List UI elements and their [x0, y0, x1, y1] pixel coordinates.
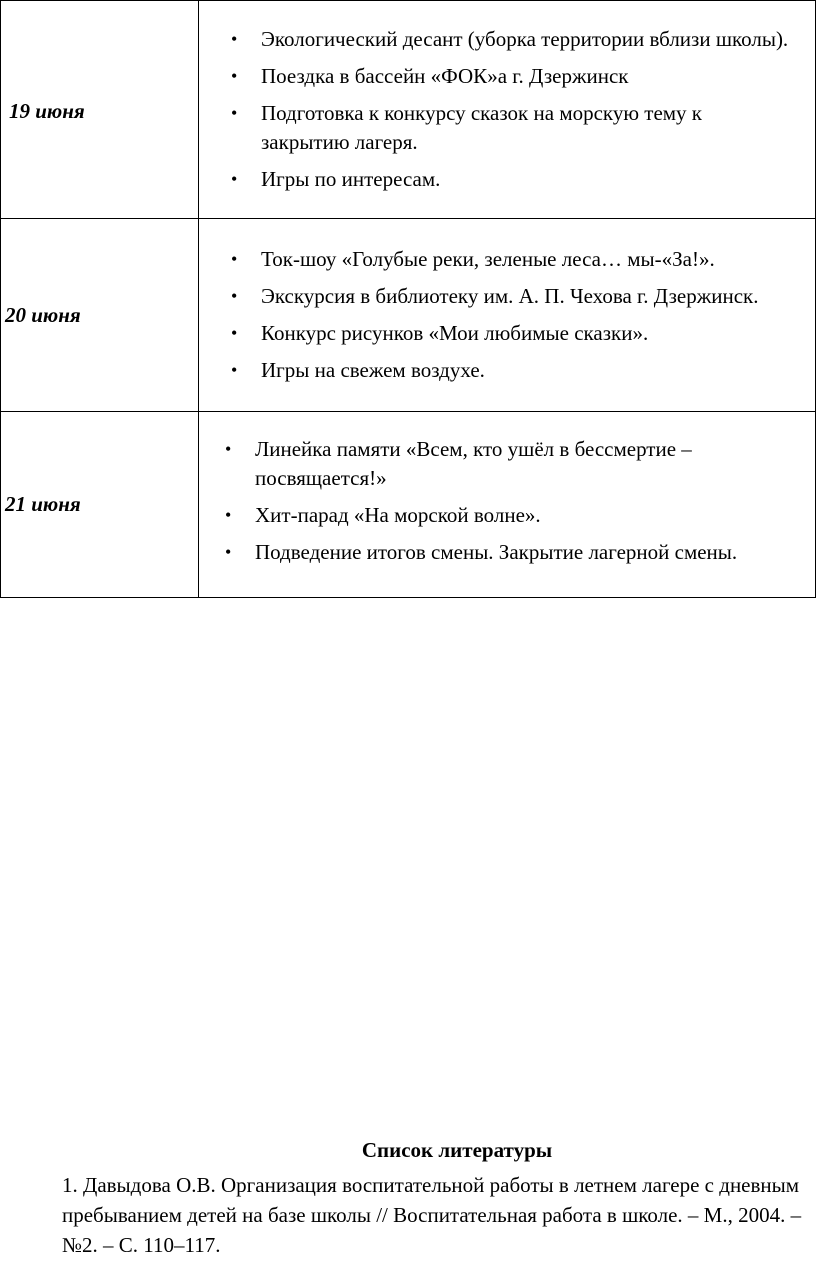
date-cell — [1, 1, 199, 219]
activity-item — [199, 165, 795, 194]
activity-text: Подведение итогов смены. Закрытие лагерной смены. — [255, 539, 738, 564]
date-cell — [1, 412, 199, 598]
activity-list — [199, 435, 795, 567]
date-label: 20 июня — [5, 302, 81, 327]
activity-item — [199, 25, 795, 54]
activity-list — [199, 245, 795, 385]
activity-item — [199, 99, 795, 157]
activity-item — [199, 62, 795, 91]
activity-list — [199, 25, 795, 194]
bullet-icon: • — [225, 541, 232, 562]
schedule-table — [0, 0, 816, 598]
activity-item — [199, 501, 795, 530]
activity-text: Линейка памяти «Всем, кто ушёл в бессмертие – посвящается!» — [255, 436, 692, 490]
activity-item — [199, 319, 795, 348]
activity-text: Экскурсия в библиотеку им. А. П. Чехова г. Дзержинск. — [261, 284, 759, 308]
bullet-icon: • — [231, 28, 238, 49]
activity-text: Ток-шоу «Голубые реки, зеленые леса… мы-«За!». — [261, 247, 715, 271]
bullet-icon: • — [231, 360, 238, 380]
activity-text: Экологический десант (уборка территории вблизи школы). — [261, 26, 789, 51]
activity-item — [199, 356, 795, 385]
bullet-icon: • — [225, 438, 232, 459]
activity-text: Поездка в бассейн «ФОК»а г. Дзержинск — [261, 63, 629, 88]
date-label: 19 июня — [9, 99, 85, 123]
activities-cell — [199, 412, 816, 598]
activity-item — [199, 435, 795, 493]
activity-text: Подготовка к конкурсу сказок на морскую тему к закрытию лагеря. — [261, 100, 703, 154]
bullet-icon: • — [231, 323, 238, 343]
date-cell — [1, 219, 199, 412]
activity-text: Игры на свежем воздухе. — [261, 358, 485, 382]
activity-text: Конкурс рисунков «Мои любимые сказки». — [261, 321, 649, 345]
schedule-row — [1, 412, 816, 598]
bullet-icon: • — [231, 286, 238, 306]
references-title: Список литературы — [361, 1138, 553, 1162]
activities-cell — [199, 1, 816, 219]
activities-cell — [199, 219, 816, 412]
activity-item — [199, 538, 795, 567]
bullet-icon: • — [231, 168, 238, 189]
references-section — [62, 1138, 814, 1260]
bullet-icon: • — [231, 65, 238, 86]
reference-entry: 1. Давыдова О.В. Организация воспитательной работы в летнем лагере с дневным пребыванием детей на базе школы // Воспитательная работа в школе. – М., 2004. – №2. – С. 110–117. — [62, 1173, 802, 1257]
bullet-icon: • — [231, 102, 238, 123]
schedule-row — [1, 1, 816, 219]
activity-text: Хит-парад «На морской волне». — [255, 502, 541, 527]
bullet-icon: • — [225, 504, 232, 525]
activity-text: Игры по интересам. — [261, 166, 441, 191]
schedule-row — [1, 219, 816, 412]
activity-item — [199, 282, 795, 311]
activity-item — [199, 245, 795, 274]
date-label: 21 июня — [5, 492, 81, 516]
bullet-icon: • — [231, 249, 238, 269]
